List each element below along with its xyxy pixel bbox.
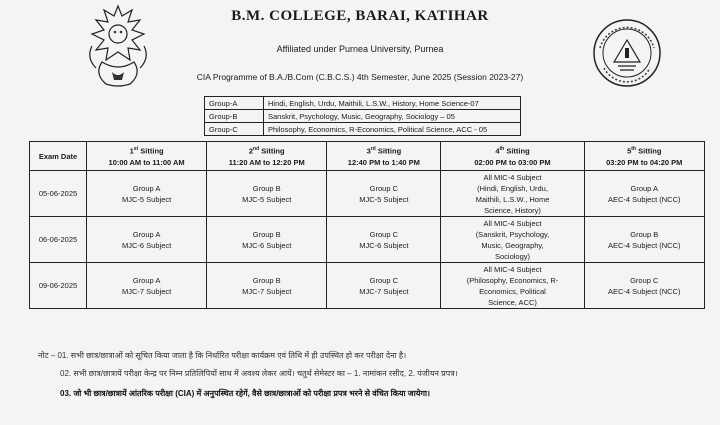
group-row xyxy=(205,110,521,123)
sitting-label: Sitting xyxy=(261,146,285,156)
cell-line: Group C xyxy=(369,183,399,193)
cell-line: Group A xyxy=(132,275,161,285)
schedule-cell xyxy=(584,217,704,263)
groups-table xyxy=(204,96,521,136)
cell-line: Group B xyxy=(252,183,281,193)
cell-line: Music, Geography, xyxy=(481,240,544,250)
sitting-time: 12:40 PM to 1:40 PM xyxy=(347,157,420,167)
group-subjects: Philosophy, Economics, R-Economics, Political Science, ACC - 05 xyxy=(264,123,521,136)
sitting-number: 4 xyxy=(495,146,500,156)
schedule-cell xyxy=(327,217,441,263)
sitting-suffix: th xyxy=(499,146,505,153)
schedule-cell xyxy=(584,263,704,309)
schedule-cell xyxy=(87,171,207,217)
exam-date: 06-06-2025 xyxy=(30,217,87,263)
schedule-cell xyxy=(327,263,441,309)
cell-line: MJC-6 Subject xyxy=(359,240,409,250)
affiliation-line: Affiliated under Purnea University, Purnea xyxy=(276,44,444,54)
sitting-header xyxy=(584,142,704,171)
cell-line: (Philosophy, Economics, R- xyxy=(466,275,559,285)
cell-line: MJC-7 Subject xyxy=(242,286,292,296)
sitting-number: 2 xyxy=(248,146,254,156)
group-subjects: Sanskrit, Psychology, Music, Geography, Sociology – 05 xyxy=(264,110,521,123)
sitting-header xyxy=(327,142,441,171)
group-name: Group-B xyxy=(205,110,264,123)
exam-date: 09-06-2025 xyxy=(30,263,87,309)
cell-line: Sociology) xyxy=(495,251,531,261)
schedule-row xyxy=(30,263,705,309)
cell-line: Group A xyxy=(630,183,659,193)
exam-date: 05-06-2025 xyxy=(30,171,87,217)
schedule-row xyxy=(30,171,705,217)
note-3: 03. जो भी छात्र/छात्रायें आंतरिक परीक्षा (CIA) में अनुपस्थित रहेगें, वैसे छात्र/छात्राओं को परीक्षा प्रपत्र भरने से वंचित किया जायेगा। xyxy=(60,389,431,398)
exam-date-header: Exam Date xyxy=(30,142,87,171)
sitting-suffix: th xyxy=(631,146,637,153)
cell-line: Group A xyxy=(132,183,161,193)
sitting-number: 3 xyxy=(366,146,371,156)
schedule-row xyxy=(30,217,705,263)
schedule-cell xyxy=(327,171,441,217)
sitting-label: Sitting xyxy=(140,146,164,156)
group-name: Group-C xyxy=(205,123,264,136)
college-title: B.M. COLLEGE, BARAI, KATIHAR xyxy=(231,8,489,24)
cell-line: Science, ACC) xyxy=(488,297,537,307)
cell-line: MJC-5 Subject xyxy=(242,194,292,204)
sitting-suffix: nd xyxy=(253,146,260,153)
schedule-cell xyxy=(441,217,584,263)
cell-line: Maithili, L.S.W., Home xyxy=(475,194,550,204)
schedule-cell xyxy=(207,171,327,217)
cell-line: Group C xyxy=(369,275,399,285)
note-1: नोट – 01. सभी छात्र/छात्राओं को सूचित किया जाता है कि निर्धारित परीक्षा कार्यक्रम एवं तिथि में ही उपस्थित हो कर परीक्षा देना है। xyxy=(38,351,407,360)
sitting-header xyxy=(87,142,207,171)
cell-line: MJC-5 Subject xyxy=(122,194,172,204)
group-row xyxy=(205,123,521,136)
cell-line: Group B xyxy=(630,229,659,239)
sitting-header xyxy=(207,142,327,171)
schedule-cell xyxy=(584,171,704,217)
note-2: 02. सभी छात्र/छात्रायें परीक्षा केन्द्र पर निम्न प्रतिलिपियों साथ में अवश्य लेकर आयें। चतुर्थ सेमेस्टर का – 1. नामांकन रसीद, 2. पंजीयन प्रपत्र। xyxy=(60,369,458,378)
exam-schedule-table xyxy=(29,141,705,309)
schedule-cell xyxy=(87,217,207,263)
sitting-header xyxy=(441,142,584,171)
sitting-number: 1 xyxy=(129,146,134,156)
schedule-cell xyxy=(441,171,584,217)
cell-line: All MIC-4 Subject xyxy=(483,172,542,182)
cell-line: MJC-7 Subject xyxy=(122,286,172,296)
sitting-suffix: rd xyxy=(370,146,376,153)
sitting-time: 02:00 PM to 03:00 PM xyxy=(474,157,551,167)
schedule-cell xyxy=(441,263,584,309)
cell-line: MJC-5 Subject xyxy=(359,194,409,204)
sitting-label: Sitting xyxy=(638,146,662,156)
cell-line: MJC-6 Subject xyxy=(122,240,172,250)
cell-line: Group B xyxy=(252,275,281,285)
sitting-number: 5 xyxy=(627,146,632,156)
programme-title: CIA Programme of B.A./B.Com (C.B.C.S.) 4th Semester, June 2025 (Session 2023-27) xyxy=(196,72,524,82)
cell-line: Economics, Political xyxy=(479,286,546,296)
sitting-time: 03:20 PM to 04:20 PM xyxy=(606,157,683,167)
sitting-time: 10:00 AM to 11:00 AM xyxy=(108,157,185,167)
schedule-cell xyxy=(207,217,327,263)
group-subjects: Hindi, English, Urdu, Maithili, L.S.W., History, Home Science-07 xyxy=(264,97,521,110)
cell-line: AEC-4 Subject (NCC) xyxy=(608,240,681,250)
cell-line: (Sanskrit, Psychology, xyxy=(475,229,550,239)
cell-line: Group B xyxy=(252,229,281,239)
cell-line: MJC-6 Subject xyxy=(242,240,292,250)
sitting-time: 11:20 AM to 12:20 PM xyxy=(228,157,305,167)
sitting-suffix: st xyxy=(133,146,139,153)
cell-line: Group A xyxy=(132,229,161,239)
group-row xyxy=(205,97,521,110)
cell-line: All MIC-4 Subject xyxy=(483,264,542,274)
cell-line: AEC-4 Subject (NCC) xyxy=(608,286,681,296)
cell-line: MJC-7 Subject xyxy=(359,286,409,296)
cell-line: AEC-4 Subject (NCC) xyxy=(608,194,681,204)
cell-line: Science, History) xyxy=(484,205,541,215)
cell-line: Group C xyxy=(369,229,399,239)
group-name: Group-A xyxy=(205,97,264,110)
schedule-cell xyxy=(207,263,327,309)
university-seal-logo xyxy=(592,18,662,88)
cell-line: (Hindi, English, Urdu, xyxy=(477,183,548,193)
cell-line: Group C xyxy=(630,275,659,285)
cell-line: All MIC-4 Subject xyxy=(483,218,542,228)
sitting-label: Sitting xyxy=(506,146,530,156)
schedule-cell xyxy=(87,263,207,309)
sitting-label: Sitting xyxy=(377,146,402,156)
